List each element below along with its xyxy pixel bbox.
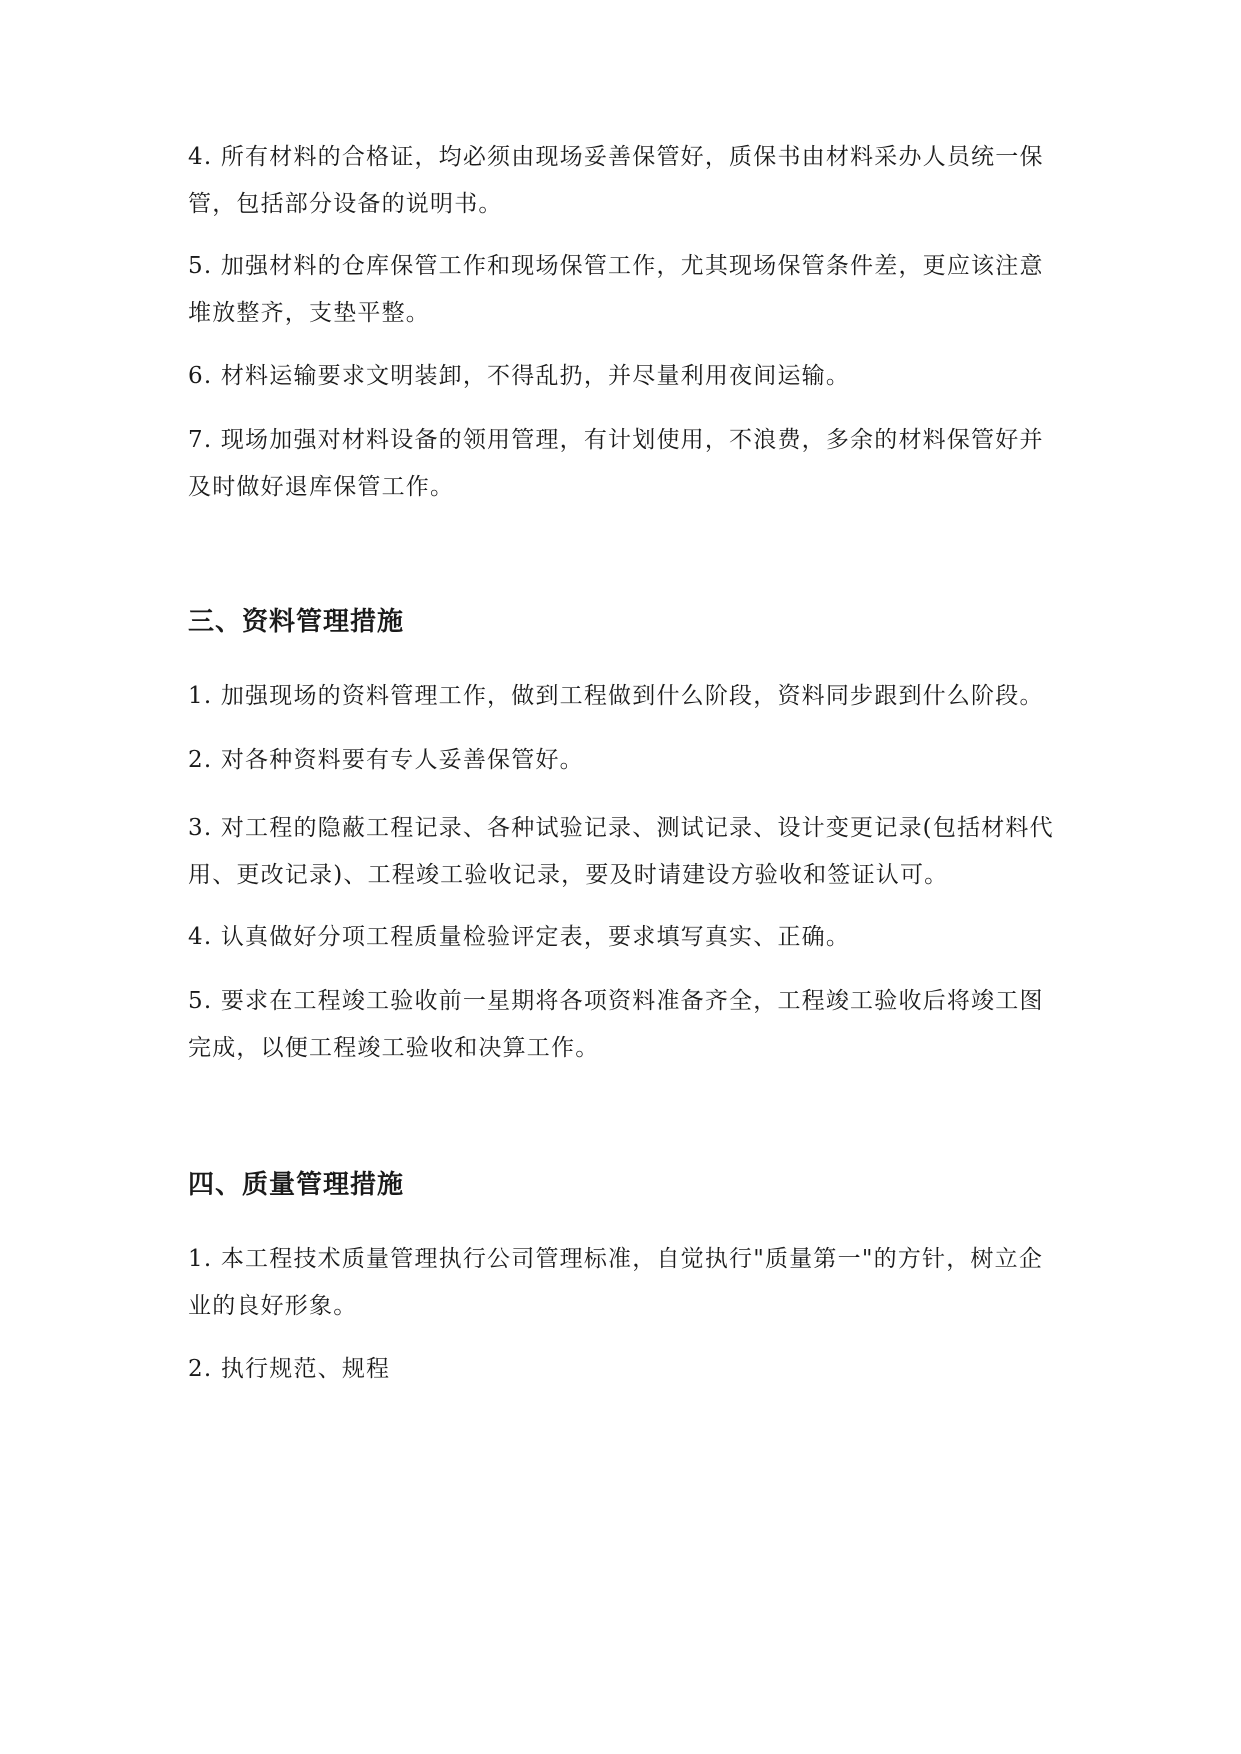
paragraph-materials-7: 7. 现场加强对材料设备的领用管理，有计划使用，不浪费，多余的材料保管好并及时做好退库保管工作。 xyxy=(188,427,1044,500)
paragraph-quality-2: 2. 执行规范、规程 xyxy=(188,1356,391,1382)
paragraph-quality-1: 1. 本工程技术质量管理执行公司管理标准，自觉执行"质量第一"的方针，树立企业的良好形象。 xyxy=(188,1246,1044,1319)
paragraph-documents-2: 2. 对各种资料要有专人妥善保管好。 xyxy=(188,747,584,773)
section-heading-documents: 三、资料管理措施 xyxy=(188,607,405,637)
section-heading-quality: 四、质量管理措施 xyxy=(188,1170,405,1200)
paragraph-materials-5: 5. 加强材料的仓库保管工作和现场保管工作，尤其现场保管条件差，更应该注意堆放整齐，支垫平整。 xyxy=(188,253,1044,326)
paragraph-documents-4: 4. 认真做好分项工程质量检验评定表，要求填写真实、正确。 xyxy=(188,924,851,950)
paragraph-documents-3: 3. 对工程的隐蔽工程记录、各种试验记录、测试记录、设计变更记录(包括材料代用、更改记录)、工程竣工验收记录，要及时请建设方验收和签证认可。 xyxy=(188,815,1054,888)
paragraph-materials-6: 6. 材料运输要求文明装卸，不得乱扔，并尽量利用夜间运输。 xyxy=(188,363,851,389)
paragraph-documents-5: 5. 要求在工程竣工验收前一星期将各项资料准备齐全，工程竣工验收后将竣工图完成，以便工程竣工验收和决算工作。 xyxy=(188,988,1044,1061)
paragraph-materials-4: 4. 所有材料的合格证，均必须由现场妥善保管好，质保书由材料采办人员统一保管，包括部分设备的说明书。 xyxy=(188,144,1044,217)
paragraph-documents-1: 1. 加强现场的资料管理工作，做到工程做到什么阶段，资料同步跟到什么阶段。 xyxy=(188,683,1044,709)
